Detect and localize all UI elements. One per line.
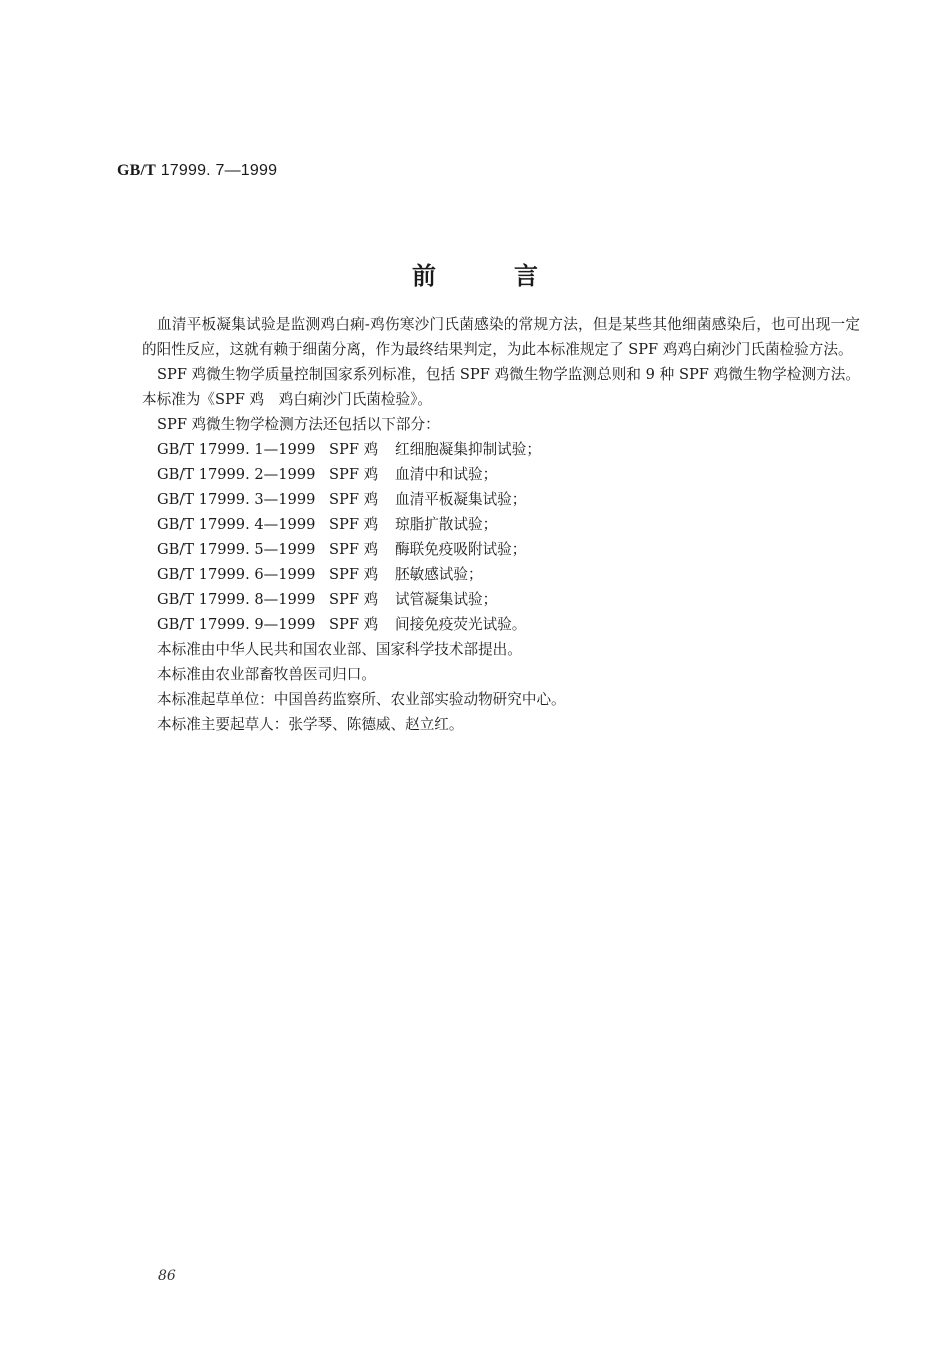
paragraph-intro: 血清平板凝集试验是监测鸡白痢-鸡伤寒沙门氏菌感染的常规方法，但是某些其他细菌感染后，也可出现一定的阳性反应，这就有赖于细菌分离，作为最终结果判定，为此本标准规定了 SPF 鸡鸡白痢沙门氏菌检验方法。 <box>142 316 860 358</box>
page-header <box>117 162 277 180</box>
standard-subject: SPF 鸡 <box>329 591 379 608</box>
list-item <box>142 512 860 537</box>
standard-subject: SPF 鸡 <box>329 516 379 533</box>
standard-name: 红细胞凝集抑制试验； <box>395 441 541 458</box>
standard-code: GB/T 17999. 4—1999 <box>157 516 316 533</box>
list-intro: SPF 鸡微生物学检测方法还包括以下部分： <box>157 416 440 433</box>
standard-name: 血清平板凝集试验； <box>395 491 527 508</box>
paragraph-series: SPF 鸡微生物学质量控制国家系列标准，包括 SPF 鸡微生物学监测总则和 9 种 SPF 鸡微生物学检测方法。本标准为《SPF 鸡 鸡白痢沙门氏菌检验》。 <box>142 366 860 408</box>
standard-subject: SPF 鸡 <box>329 566 379 583</box>
standard-code: GB/T 17999. 6—1999 <box>157 566 316 583</box>
standard-name: 间接免疫荧光试验。 <box>395 616 527 633</box>
proposer-line: 本标准由中华人民共和国农业部、国家科学技术部提出。 <box>157 641 522 658</box>
standard-code: GB/T 17999. 9—1999 <box>157 616 316 633</box>
drafting-units-line: 本标准起草单位：中国兽药监察所、农业部实验动物研究中心。 <box>157 691 566 708</box>
list-item <box>142 487 860 512</box>
standard-subject: SPF 鸡 <box>329 466 379 483</box>
list-item <box>142 612 860 637</box>
list-item <box>142 437 860 462</box>
standard-name: 胚敏感试验； <box>395 566 483 583</box>
standard-code: GB/T 17999. 3—1999 <box>157 491 316 508</box>
list-item <box>142 537 860 562</box>
standard-code: GB/T 17999. 5—1999 <box>157 541 316 558</box>
standard-name: 血清中和试验； <box>395 466 498 483</box>
list-item <box>142 587 860 612</box>
drafters-line: 本标准主要起草人：张学琴、陈德威、赵立红。 <box>157 716 464 733</box>
standard-subject: SPF 鸡 <box>329 491 379 508</box>
list-item <box>142 462 860 487</box>
standard-prefix: GB/T <box>117 162 157 179</box>
standard-name: 试管凝集试验； <box>395 591 498 608</box>
related-standards-list <box>142 437 860 637</box>
list-item <box>142 562 860 587</box>
page-title: 前言 <box>412 261 616 290</box>
standard-subject: SPF 鸡 <box>329 616 379 633</box>
document-body <box>142 312 860 737</box>
standard-code: GB/T 17999. 1—1999 <box>157 441 316 458</box>
standard-name: 酶联免疫吸附试验； <box>395 541 527 558</box>
standard-number: 17999. 7—1999 <box>156 162 278 179</box>
standard-code: GB/T 17999. 8—1999 <box>157 591 316 608</box>
standard-code: GB/T 17999. 2—1999 <box>157 466 316 483</box>
administrator-line: 本标准由农业部畜牧兽医司归口。 <box>157 666 376 683</box>
standard-subject: SPF 鸡 <box>329 541 379 558</box>
standard-subject: SPF 鸡 <box>329 441 379 458</box>
page-number: 86 <box>158 1268 176 1284</box>
standard-name: 琼脂扩散试验； <box>395 516 498 533</box>
